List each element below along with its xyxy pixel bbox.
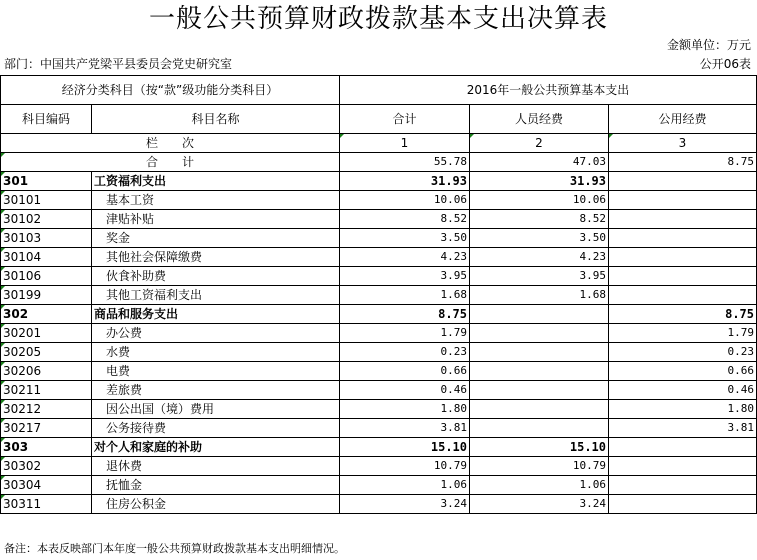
table-row (1, 286, 757, 305)
row-public: 3.81 (609, 419, 757, 438)
table-row (1, 248, 757, 267)
row-public: 0.66 (609, 362, 757, 381)
row-code: 30304 (1, 476, 92, 495)
row-code: 30302 (1, 457, 92, 476)
row-personnel (470, 400, 609, 419)
total-row (1, 153, 757, 172)
row-name: 基本工资 (92, 191, 340, 210)
row-code: 30104 (1, 248, 92, 267)
table-row (1, 476, 757, 495)
public-column-header: 公用经费 (609, 105, 757, 134)
table-row (1, 495, 757, 514)
row-code: 303 (1, 438, 92, 457)
row-public (609, 457, 757, 476)
table-row (1, 362, 757, 381)
row-personnel: 3.50 (470, 229, 609, 248)
row-personnel (470, 381, 609, 400)
econ-classification-header: 经济分类科目（按“款”级功能分类科目） (1, 76, 340, 105)
table-row (1, 267, 757, 286)
row-name: 因公出国（境）费用 (92, 400, 340, 419)
row-code: 30201 (1, 324, 92, 343)
row-public (609, 495, 757, 514)
row-public (609, 191, 757, 210)
column-number-1: 1 (340, 134, 470, 153)
row-total: 0.66 (340, 362, 470, 381)
row-name: 差旅费 (92, 381, 340, 400)
row-name: 办公费 (92, 324, 340, 343)
row-total: 3.95 (340, 267, 470, 286)
row-code: 302 (1, 305, 92, 324)
row-public (609, 267, 757, 286)
total-personnel: 47.03 (470, 153, 609, 172)
row-total: 0.46 (340, 381, 470, 400)
row-public (609, 476, 757, 495)
table-row (1, 191, 757, 210)
budget-group-header: 2016年一般公共预算基本支出 (340, 76, 757, 105)
row-name: 津贴补贴 (92, 210, 340, 229)
table-row (1, 438, 757, 457)
footnote: 备注：本表反映部门本年度一般公共预算财政拨款基本支出明细情况。 (4, 542, 345, 555)
column-number-3: 3 (609, 134, 757, 153)
row-personnel: 1.06 (470, 476, 609, 495)
table-row (1, 305, 757, 324)
table-row (1, 172, 757, 191)
row-total: 3.24 (340, 495, 470, 514)
header-row-group (1, 76, 757, 105)
row-code: 30206 (1, 362, 92, 381)
page-title: 一般公共预算财政拨款基本支出决算表 (148, 4, 608, 34)
total-total: 55.78 (340, 153, 470, 172)
personnel-column-header: 人员经费 (470, 105, 609, 134)
form-code-label: 公开06表 (699, 57, 751, 71)
row-personnel: 4.23 (470, 248, 609, 267)
row-total: 3.50 (340, 229, 470, 248)
row-name: 伙食补助费 (92, 267, 340, 286)
row-public: 0.46 (609, 381, 757, 400)
row-personnel (470, 419, 609, 438)
row-personnel (470, 324, 609, 343)
row-total: 0.23 (340, 343, 470, 362)
row-total: 31.93 (340, 172, 470, 191)
row-code: 30106 (1, 267, 92, 286)
column-number-label: 栏 次 (1, 134, 340, 153)
unit-label: 金额单位：万元 (666, 38, 751, 52)
row-public: 1.80 (609, 400, 757, 419)
row-public (609, 229, 757, 248)
column-number-row (1, 134, 757, 153)
row-name: 奖金 (92, 229, 340, 248)
row-total: 15.10 (340, 438, 470, 457)
row-total: 1.06 (340, 476, 470, 495)
row-name: 抚恤金 (92, 476, 340, 495)
department-label: 部门：中国共产党梁平县委员会党史研究室 (4, 57, 233, 71)
row-code: 301 (1, 172, 92, 191)
row-personnel: 31.93 (470, 172, 609, 191)
row-personnel: 10.06 (470, 191, 609, 210)
table-row (1, 457, 757, 476)
row-personnel (470, 305, 609, 324)
row-public (609, 286, 757, 305)
row-public (609, 438, 757, 457)
table-row (1, 381, 757, 400)
row-name: 商品和服务支出 (92, 305, 340, 324)
row-personnel: 15.10 (470, 438, 609, 457)
row-code: 30311 (1, 495, 92, 514)
row-public (609, 210, 757, 229)
row-name: 其他社会保障缴费 (92, 248, 340, 267)
name-column-header: 科目名称 (92, 105, 340, 134)
row-personnel: 3.95 (470, 267, 609, 286)
row-public: 0.23 (609, 343, 757, 362)
table-row (1, 400, 757, 419)
row-code: 30217 (1, 419, 92, 438)
row-personnel: 8.52 (470, 210, 609, 229)
row-code: 30103 (1, 229, 92, 248)
row-total: 3.81 (340, 419, 470, 438)
row-total: 8.75 (340, 305, 470, 324)
row-personnel: 3.24 (470, 495, 609, 514)
row-public: 8.75 (609, 305, 757, 324)
row-name: 退休费 (92, 457, 340, 476)
row-name: 住房公积金 (92, 495, 340, 514)
row-code: 30101 (1, 191, 92, 210)
row-personnel (470, 343, 609, 362)
row-name: 对个人和家庭的补助 (92, 438, 340, 457)
row-total: 8.52 (340, 210, 470, 229)
total-column-header: 合计 (340, 105, 470, 134)
code-column-header: 科目编码 (1, 105, 92, 134)
total-public: 8.75 (609, 153, 757, 172)
table-row (1, 324, 757, 343)
table-row (1, 210, 757, 229)
row-personnel: 10.79 (470, 457, 609, 476)
row-personnel (470, 362, 609, 381)
header-row-columns (1, 105, 757, 134)
table-row (1, 229, 757, 248)
table-row (1, 419, 757, 438)
row-code: 30205 (1, 343, 92, 362)
table-row (1, 343, 757, 362)
total-label: 合 计 (1, 153, 340, 172)
row-code: 30102 (1, 210, 92, 229)
row-name: 工资福利支出 (92, 172, 340, 191)
row-name: 电费 (92, 362, 340, 381)
row-total: 10.06 (340, 191, 470, 210)
row-total: 10.79 (340, 457, 470, 476)
row-total: 4.23 (340, 248, 470, 267)
row-code: 30211 (1, 381, 92, 400)
row-code: 30212 (1, 400, 92, 419)
row-personnel: 1.68 (470, 286, 609, 305)
row-total: 1.68 (340, 286, 470, 305)
row-name: 水费 (92, 343, 340, 362)
row-public (609, 248, 757, 267)
budget-table (0, 75, 757, 514)
row-name: 公务接待费 (92, 419, 340, 438)
row-public: 1.79 (609, 324, 757, 343)
row-total: 1.79 (340, 324, 470, 343)
row-code: 30199 (1, 286, 92, 305)
row-name: 其他工资福利支出 (92, 286, 340, 305)
row-public (609, 172, 757, 191)
row-total: 1.80 (340, 400, 470, 419)
column-number-2: 2 (470, 134, 609, 153)
